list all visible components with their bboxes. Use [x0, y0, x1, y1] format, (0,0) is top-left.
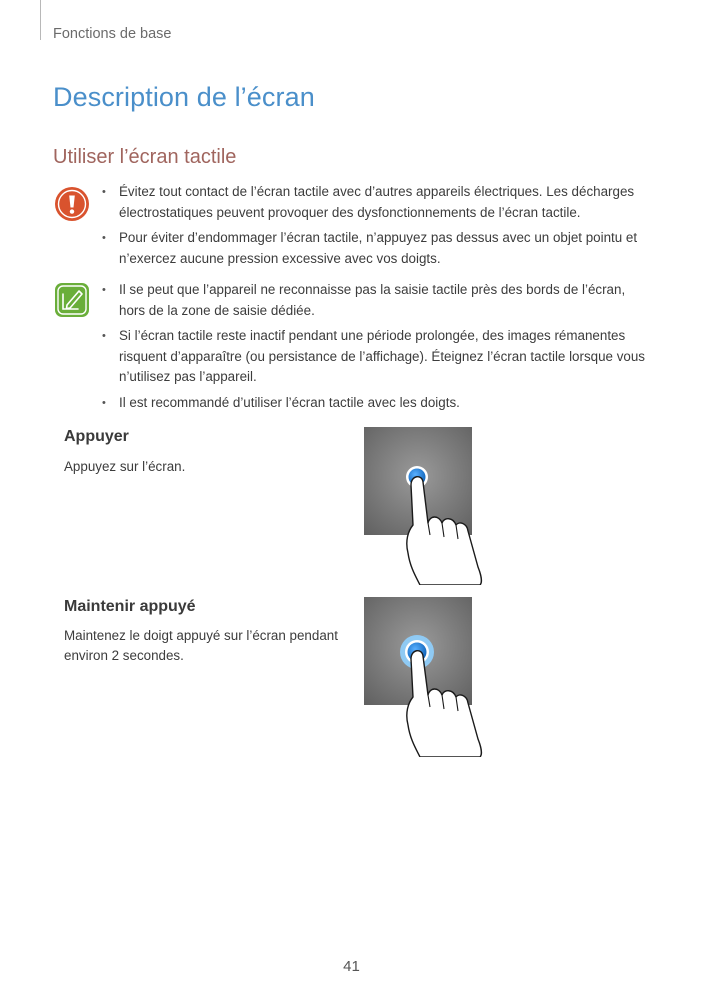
page-number: 41 — [343, 958, 360, 975]
warning-item: • Évitez tout contact de l’écran tactile avec d’autres appareils électriques. Les décharges électrostatiques peuvent provoquer des dysfonctionnements de l’écran tactile. — [102, 184, 635, 220]
gesture-title: Maintenir appuyé — [64, 598, 196, 615]
caution-icon — [54, 186, 90, 222]
warning-list — [102, 182, 648, 274]
page-subtitle: Utiliser l’écran tactile — [53, 146, 237, 168]
section-header: Fonctions de base — [53, 26, 172, 42]
page-title: Description de l’écran — [53, 82, 315, 112]
header-rule — [40, 0, 41, 40]
warning-item: • Pour éviter d’endommager l’écran tactile, n’appuyez pas dessus avec un objet pointu et n’exercez aucune pression excessive avec vos doigts. — [102, 230, 638, 266]
gesture-description: Maintenez le doigt appuyé sur l’écran pendant environ 2 secondes. — [64, 628, 338, 663]
note-item: • Il est recommandé d’utiliser l’écran tactile avec les doigts. — [102, 394, 460, 410]
note-list — [102, 280, 648, 418]
gesture-description: Appuyez sur l’écran. — [64, 459, 186, 474]
tap-and-hold-gesture-illustration — [364, 597, 489, 762]
note-item: • Si l’écran tactile reste inactif pendant une période prolongée, des images rémanentes risquent d’apparaître (ou persistance de l’affichage). Éteignez l’écran tactile lorsque vous n’utilisez pas l’appareil. — [102, 328, 646, 384]
note-pencil-icon — [54, 282, 90, 318]
note-item: • Il se peut que l’appareil ne reconnaisse pas la saisie tactile près des bords de l’écran, hors de la zone de saisie dédiée. — [102, 282, 626, 318]
tap-gesture-illustration — [364, 427, 489, 590]
gesture-title: Appuyer — [64, 428, 129, 445]
